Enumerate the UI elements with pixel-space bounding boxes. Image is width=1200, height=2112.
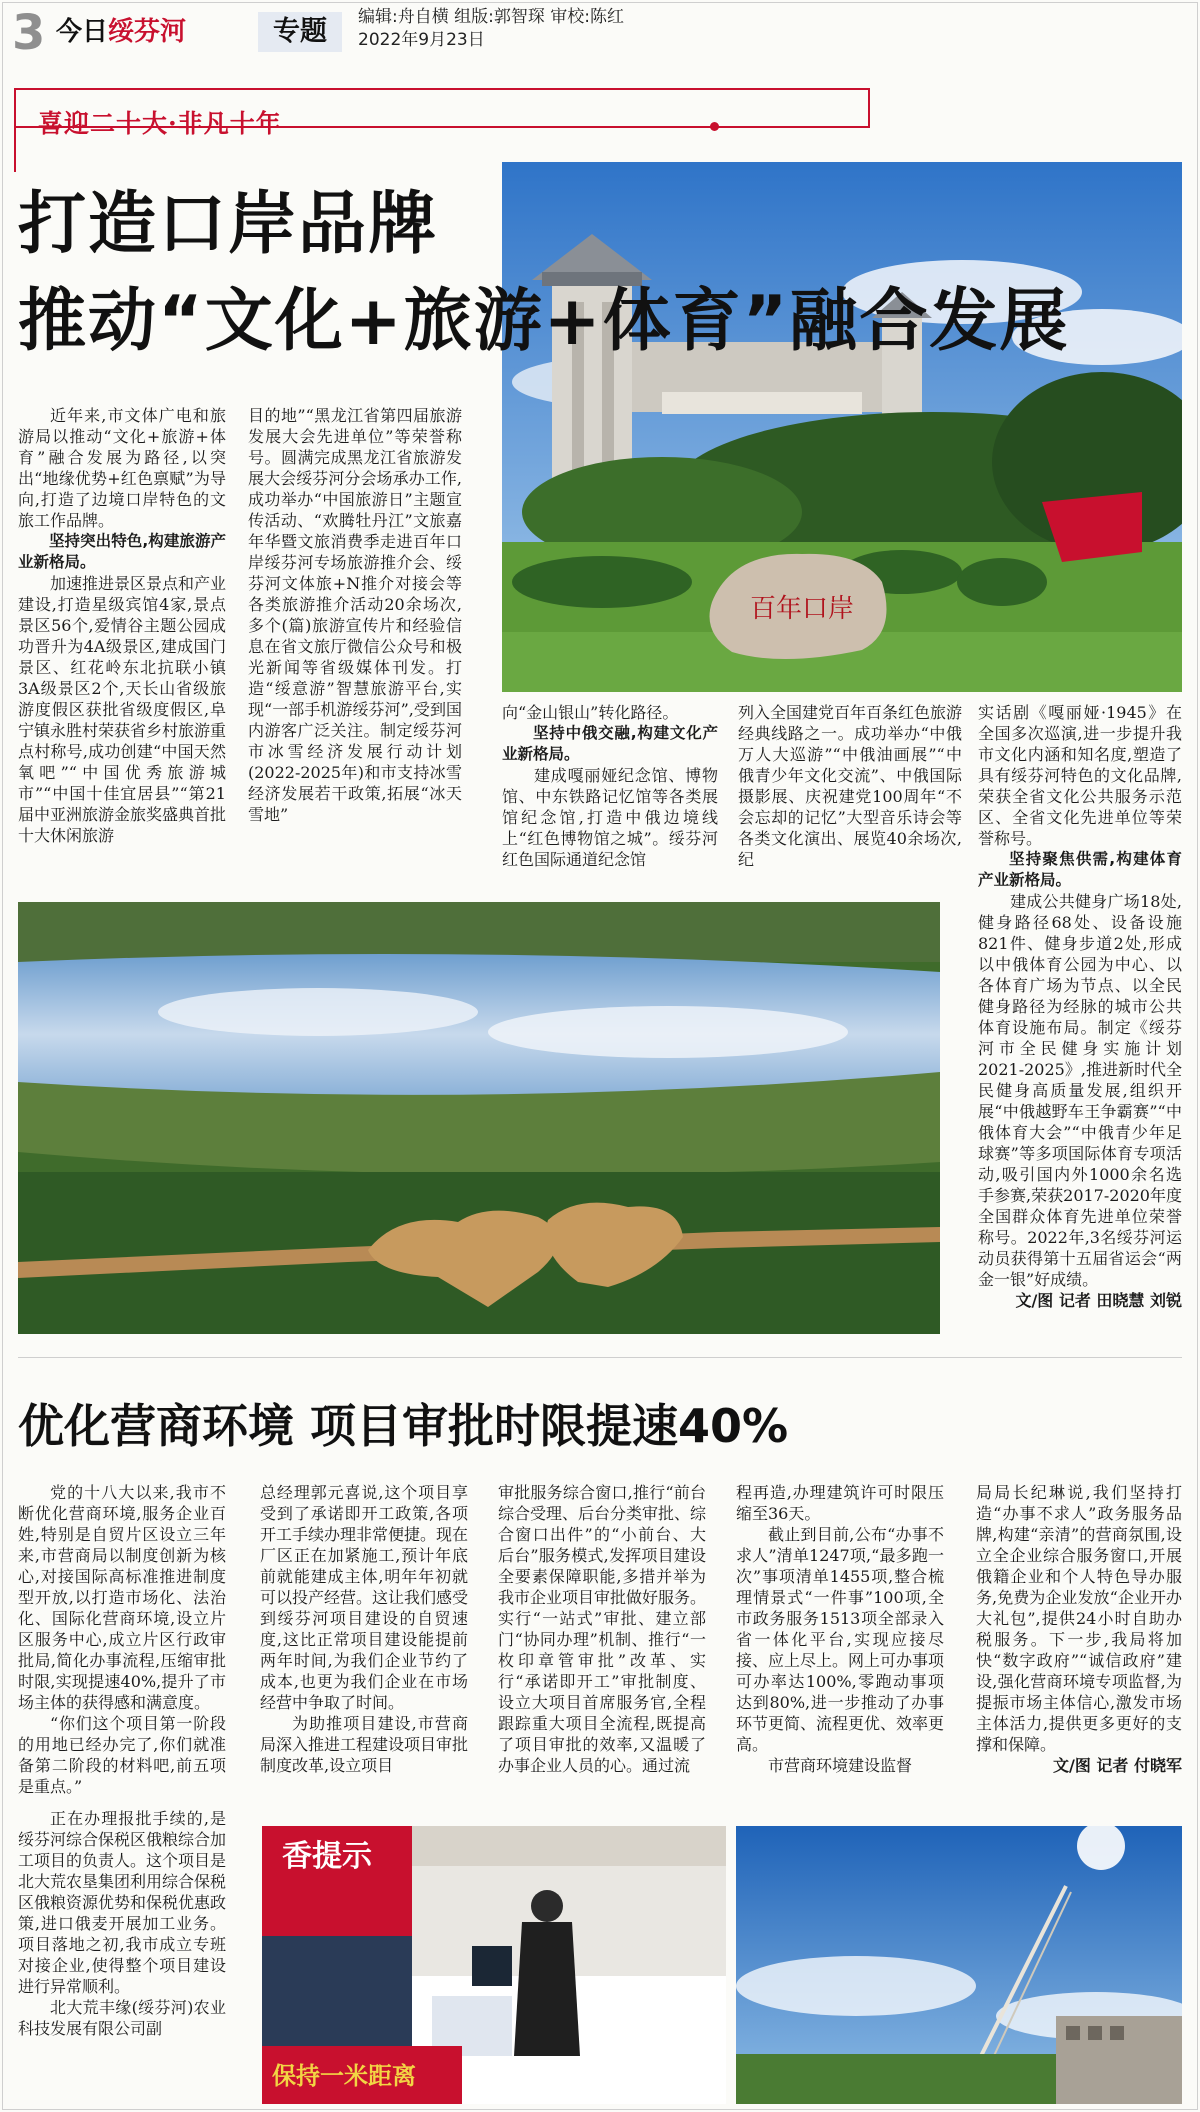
paragraph: 目的地”“黑龙江省第四届旅游发展大会先进单位”等荣誉称号。圆满完成黑龙江省旅游发展大会绥芬河分会场承办工作,成功举办“中国旅游日”主题宣传活动、“欢腾牡丹江”文旅嘉年华暨文旅消费季走进百年口岸绥芬河专场旅游推介会、绥芬河文体旅+N推介对接会等各类旅游推介活动20余场次,多个(篇)旅游宣传片和经验信息在省文旅厅微信公众号和极光新闻等省级媒体刊发。打造“绥意游”智慧旅游平台,实现“一部手机游绥芬河”,受到国内游客广泛关注。制定绥芬河市冰雪经济发展行动计划(2022-2025年)和市支持冰雪经济发展若干政策,拓展“冰天雪地” (248, 406, 462, 824)
paragraph: 正在办理报批手续的,是绥芬河综合保税区俄粮综合加工项目的负责人。这个项目是北大荒农垦集团利用综合保税区俄粮资源优势和保税优惠政策,进口俄麦开展加工业务。项目落地之初,我市成立专班对接企业,使得整个项目建设进行异常顺利。 (18, 1809, 226, 1996)
article2-column-1 (18, 1482, 226, 1808)
article1-column-4 (738, 702, 962, 877)
newspaper-logo (56, 12, 246, 52)
paragraph: 党的十八大以来,我市不断优化营商环境,服务企业百姓,特别是自贸片区设立三年来,市营商局以制度创新为核心,对接国际高标准推进制度型开放,以打造市场化、法治化、国际化营商环境,设立片区服务中心,成立片区行政审批局,简化办事流程,压缩审批时限,实现提速40%,提升了市场主体的获得感和满意度。 (18, 1483, 226, 1712)
article1-column-2 (248, 405, 462, 877)
paragraph: 北大荒丰缘(绥芬河)农业科技发展有限公司副 (18, 1998, 226, 2038)
header-meta (358, 6, 624, 52)
headline-article1-line1: 打造口岸品牌 (18, 185, 439, 264)
paragraph: 截止到目前,公布“办事不求人”清单1247项,“最多跑一次”事项清单1455项,整合梳理情景式“一件事”100项,全市政务服务1513项全部录入省一体化平台,实现应接尽接、应上尽上。网上可办事项可办率达100%,零跑动事项达到80%,进一步推动了办事环节更简、流程更优、效率更高。 (736, 1525, 944, 1754)
byline: 文/图 记者 田晓慧 刘锐 (1015, 1291, 1182, 1310)
article2-column-3 (498, 1482, 706, 1808)
logo-part1: 今日 (56, 17, 109, 47)
headline-article1-line2: 推动“文化+旅游+体育”融合发展 (18, 282, 1070, 361)
photo-port-gate (502, 162, 1182, 692)
article2-column-1-continued (18, 1808, 226, 2110)
paragraph: “你们这个项目第一阶段的用地已经办完了,你们就准备第二阶段的材料吧,前五项是重点。” (18, 1714, 226, 1796)
hall-board-text: 香提示 (282, 1839, 372, 1874)
floor-sign-text: 保持一米距离 (272, 2062, 416, 2090)
article1-column-3 (502, 702, 718, 877)
paragraph: 近年来,市文体广电和旅游局以推动“文化+旅游+体育”融合发展为路径,以突出“地缘优势+红色禀赋”为导向,打造了边境口岸特色的文旅工作品牌。 (18, 406, 226, 530)
article2-column-2 (260, 1482, 468, 1808)
banner-dot (710, 122, 719, 131)
photo-lake-wetland (18, 902, 940, 1334)
paragraph: 建成公共健身广场18处,健身路径68处、设备设施821件、健身步道2处,形成以中俄体育公园为中心、以各体育广场为节点、以全民健身路径为经脉的城市公共体育设施布局。制定《绥芬河市全民健身实施计划2021-2025》,推进新时代全民健身高质量发展,组织开展“中俄越野车王争霸赛”“中俄体育大会”“中俄青少年足球赛”等多项国际体育专项活动,吸引国内外1000余名选手参赛,荣获2017-2020年度全国群众体育先进单位荣誉称号。2022年,3名绥芬河运动员获得第十五届省运会“两金一银”好成绩。 (978, 892, 1182, 1289)
subheading: 坚持聚焦供需,构建体育产业新格局。 (978, 850, 1182, 889)
article1-column-1 (18, 405, 226, 877)
paragraph: 建成嘎丽娅纪念馆、博物馆、中东铁路记忆馆等各类展馆纪念馆,打造中俄边境线上“红色博物馆之城”。绥芬河红色国际通道纪念馆 (502, 766, 718, 869)
page-number: 3 (12, 5, 46, 61)
paragraph: 局局长纪琳说,我们坚持打造“办事不求人”政务服务品牌,构建“亲清”的营商氛围,设立全企业综合服务窗口,开展俄籍企业和个人特色导办服务,免费为企业发放“企业开办大礼包”,提供24小时自助办税服务。下一步,我局将加快“数字政府”“诚信政府”建设,强化营商环境专项监督,为提振市场主体信心,激发市场主体活力,提供更多更好的支撑和保障。 (976, 1483, 1182, 1754)
subheading: 坚持突出特色,构建旅游产业新格局。 (18, 532, 226, 571)
paragraph: 实话剧《嘎丽娅·1945》在全国多次巡演,进一步提升我市文化内涵和知名度,塑造了具有绥芬河特色的文化品牌,荣获全省文化公共服务示范区、全省文化先进单位等荣誉称号。 (978, 703, 1182, 848)
paragraph: 程再造,办理建筑许可时限压缩至36天。 (736, 1483, 944, 1523)
date-line: 2022年9月23日 (358, 30, 485, 50)
paragraph: 加速推进景区景点和产业建设,打造星级宾馆4家,景点景区56个,爱情谷主题公园成功晋升为4A级景区,建成国门景区、红花岭东北抗联小镇3A级景区2个,天长山省级旅游度假区获批省级度假区,阜宁镇永胜村荣获省乡村旅游重点村称号,成功创建“中国天然氧吧”“中国优秀旅游城市”“中国十佳宜居县”“第21届中亚洲旅游金旅奖盛典首批十大休闲旅游 (18, 574, 226, 845)
section-label: 专题 (258, 12, 342, 52)
paragraph: 审批服务综合窗口,推行“前台综合受理、后台分类审批、综合窗口出件”的“小前台、大后台”服务模式,发挥项目建设全要素保障职能,多措并举为我市企业项目审批做好服务。实行“一站式”审批、建立部门“协同办理”机制、推行“一枚印章管审批”改革、实行“承诺即开工”审批制度、设立大项目首席服务官,全程跟踪重大项目全流程,既提高了项目审批的效率,又温暖了办事企业人员的心。通过流 (498, 1483, 706, 1775)
article1-column-5 (978, 702, 1182, 1342)
paragraph: 列入全国建党百年百条红色旅游经典线路之一。成功举办“中俄万人大巡游”“中俄油画展”“中俄青少年文化交流”、中俄国际摄影展、庆祝建党100周年“不会忘却的记忆”大型音乐诗会等各类文化演出、展览40余场次,纪 (738, 703, 962, 869)
paragraph: 总经理郭元喜说,这个项目享受到了承诺即开工政策,各项开工手续办理非常便捷。现在厂区正在加紧施工,预计年底前就能建成主体,明年年初就可以投产经营。这让我们感受到绥芬河项目建设的自贸速度,这比正常项目建设能提前两年时间,为我们企业节约了成本,也更为我们企业在市场经营中争取了时间。 (260, 1483, 468, 1712)
section-divider (18, 1357, 1182, 1358)
logo-part2: 绥芬河 (108, 17, 187, 47)
rock-inscription: 百年口岸 (749, 594, 855, 624)
article2-column-5 (976, 1482, 1182, 1808)
banner-title: 喜迎二十大·非凡十年 (38, 109, 282, 138)
paragraph: 为助推项目建设,市营商局深入推进工程建设项目审批制度改革,设立项目 (260, 1714, 468, 1775)
article2-column-4 (736, 1482, 944, 1808)
photo-service-hall (262, 1826, 726, 2104)
headline-article2: 优化营商环境 项目审批时限提速40% (18, 1399, 789, 1453)
paragraph: 市营商环境建设监督 (768, 1756, 913, 1775)
photo-construction-site (736, 1826, 1182, 2104)
paragraph: 向“金山银山”转化路径。 (502, 703, 679, 722)
subheading: 坚持中俄交融,构建文化产业新格局。 (502, 724, 718, 763)
banner-rule (360, 126, 690, 128)
editors-line: 编辑:舟自横 组版:郭智琛 审校:陈红 (358, 7, 624, 27)
byline: 文/图 记者 付晓军 (1053, 1756, 1182, 1775)
